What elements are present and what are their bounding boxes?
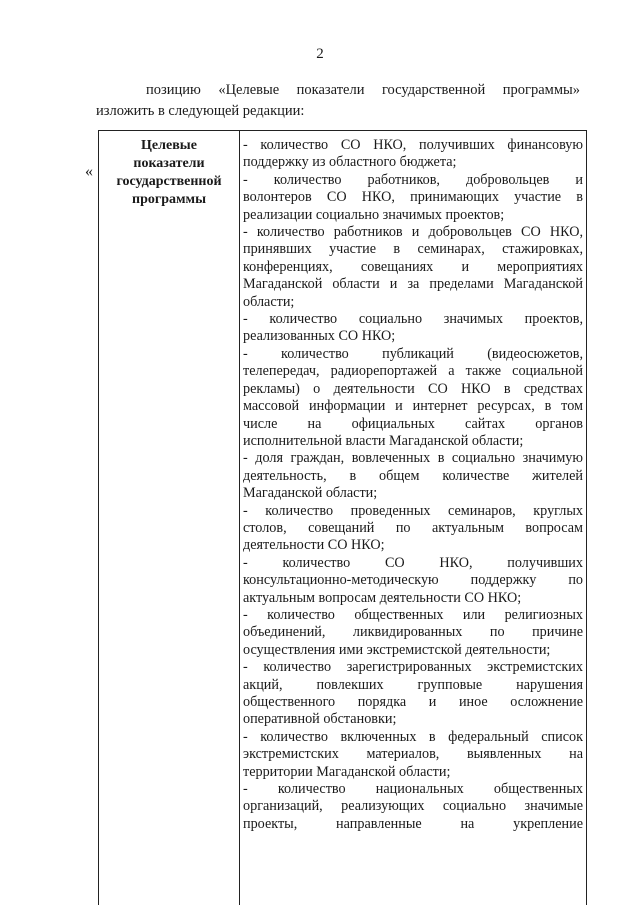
indicator-text-line: общественного порядка и иное осложнение [243, 694, 583, 710]
indicator-text-line: - количество социально значимых проектов, [243, 311, 583, 328]
table-header-cell [99, 131, 240, 905]
indicator-text-line: акций, повлекших групповые нарушения [243, 676, 583, 693]
indicator-text-line: Магаданской области и за пределами Магаданской [243, 276, 583, 293]
indicator-text-line: экстремистских материалов, выявленных на [243, 746, 583, 763]
indicator-text-line: организаций, реализующих социально значимые [243, 798, 583, 815]
header-line: государственной [116, 174, 222, 189]
indicator-text-line: - количество зарегистрированных экстремистских [243, 659, 583, 676]
indicator-text-line: реализации социально значимых проектов; [243, 206, 505, 223]
indicator-text-line: рекламы) о деятельности СО НКО в средствах [243, 380, 583, 397]
indicator-text-line: реализованных СО НКО; [243, 328, 396, 345]
indicator-text-line: - количество общественных или религиозных [243, 606, 583, 623]
indicator-text-line: столов, совещаний по актуальным вопросам [243, 519, 583, 536]
indicator-text-line: осуществления ими экстремистской деятельности; [243, 641, 551, 658]
header-line: программы [132, 192, 206, 207]
header-line: Целевые [141, 138, 197, 153]
indicator-text-line: актуальным вопросам деятельности СО НКО; [243, 589, 522, 606]
indicator-text-line: Магаданской области; [243, 485, 378, 502]
intro-line: изложить в следующей редакции: [96, 103, 305, 119]
indicator-text-line: - количество СО НКО, получивших [243, 554, 583, 571]
indicator-text-line: исполнительной власти Магаданской области; [243, 432, 524, 449]
indicator-text-line: - доля граждан, вовлеченных в социально значимую [243, 450, 583, 467]
target-indicators-table [98, 130, 587, 905]
indicator-text-line: конференциях, совещаниях и мероприятиях [243, 258, 583, 275]
indicator-text-line: массовой информации и интернет ресурсах, в том [243, 398, 583, 415]
indicator-text-line: поддержку из областного бюджета; [243, 154, 457, 171]
indicator-text-line: - количество работников и добровольцев СО НКО, [243, 224, 583, 241]
indicators-list-cell [240, 131, 586, 905]
indicator-text-line: - количество работников, добровольцев и [243, 171, 583, 188]
page-number: 2 [316, 46, 324, 62]
indicator-text-line: территории Магаданской области; [243, 763, 451, 780]
indicator-text-line: - количество включенных в федеральный список [243, 728, 583, 745]
indicator-text-line: волонтеров СО НКО, принимающих участие в [243, 189, 583, 206]
indicator-text-line: области; [243, 293, 295, 310]
intro-paragraph [96, 80, 580, 122]
indicator-text-line: - количество публикаций (видеосюжетов, [243, 345, 583, 362]
indicator-text-line: деятельность, в общем количестве жителей [243, 467, 583, 484]
indicator-text-line: проекты, направленные на укрепление [243, 815, 583, 832]
indicator-text-line: консультационно-методическую поддержку по [243, 572, 583, 589]
indicator-text-line: - количество СО НКО, получивших финансовую [243, 137, 583, 153]
opening-quote-mark: « [85, 163, 93, 180]
indicator-text-line: числе на официальных сайтах органов [243, 415, 583, 432]
indicator-text-line: - количество национальных общественных [243, 781, 583, 798]
indicator-text-line: телепередач, радиорепортажей а также социальной [243, 363, 583, 380]
intro-line: позицию «Целевые показатели государственной программы» [146, 82, 580, 98]
indicator-text-line: - количество проведенных семинаров, круглых [243, 502, 583, 519]
indicator-text-line: оперативной обстановки; [243, 711, 397, 728]
indicator-text-line: деятельности СО НКО; [243, 537, 385, 554]
header-line: показатели [133, 156, 205, 171]
indicator-text-line: объединений, ликвидированных по причине [243, 624, 583, 641]
indicator-text-line: принявших участие в семинарах, стажировках, [243, 241, 583, 258]
